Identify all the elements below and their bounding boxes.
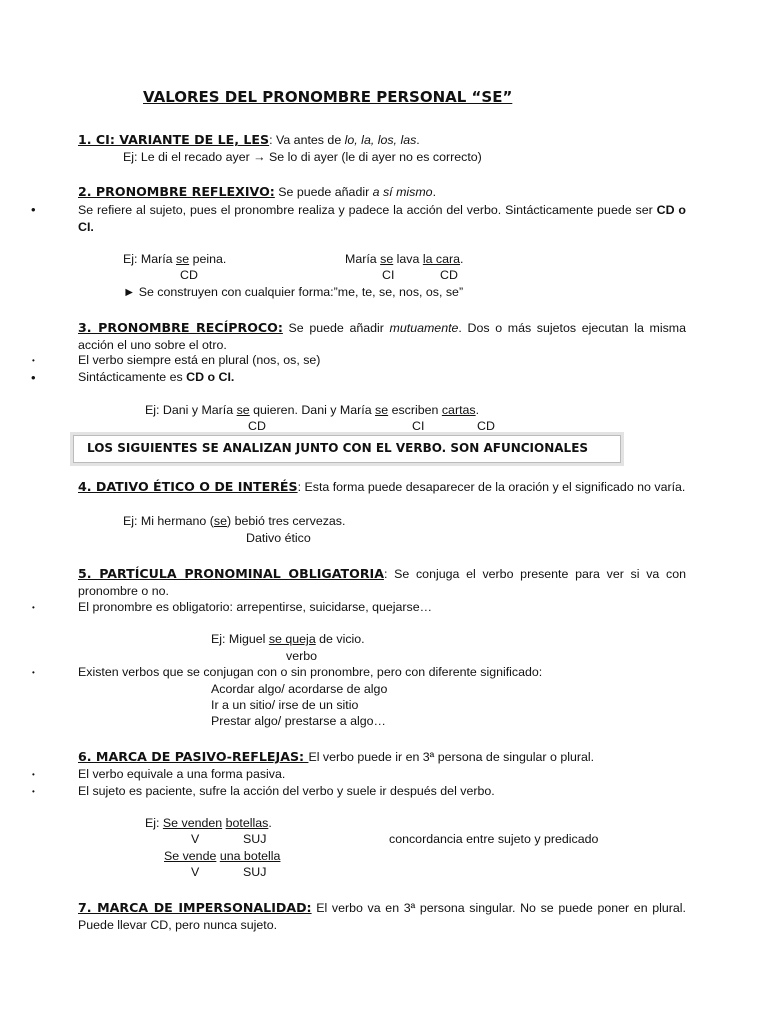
section-7-heading: 7. MARCA DE IMPERSONALIDAD: <box>78 900 312 915</box>
list-item: Prestar algo/ prestarse a algo… <box>211 714 386 728</box>
section-5-paragraph: 5. PARTÍCULA PRONOMINAL OBLIGATORIA: Se conjuga el verbo presente para ver si va con pronombre o no. <box>78 566 687 598</box>
section-6-paragraph: 6. MARCA DE PASIVO-REFLEJAS: El verbo puede ir en 3ª persona de singular o plural. <box>78 749 595 764</box>
label-v: V <box>191 832 200 846</box>
bullet-icon: • <box>32 787 35 796</box>
section-1-example: Ej: Le di el recado ayer → Se lo di ayer (le di ayer no es correcto) <box>123 150 482 164</box>
section-2-bullet <box>78 202 686 235</box>
label-verbo: verbo <box>286 649 317 663</box>
section-4-example: Ej: Mi hermano (se) bebió tres cervezas. <box>123 514 346 528</box>
bullet-icon: • <box>31 370 36 385</box>
section-1-end: . <box>416 133 420 147</box>
section-7-paragraph: 7. MARCA DE IMPERSONALIDAD: El verbo va en 3ª persona singular. No se puede poner en plural. Puede llevar CD, pero nunca sujeto. <box>78 900 686 932</box>
section-2-example-1: Ej: María se peina. <box>123 252 227 266</box>
label-suj: SUJ <box>243 865 267 879</box>
section-3-example: Ej: Dani y María se quieren. Dani y María se escriben cartas. <box>145 403 480 417</box>
section-6-bullet-1: El verbo equivale a una forma pasiva. <box>78 767 286 781</box>
section-2-end: . <box>432 185 437 199</box>
list-item: Ir a un sitio/ irse de un sitio <box>211 698 359 712</box>
section-2-heading: 2. PRONOMBRE REFLEXIVO: <box>78 184 275 199</box>
label-ci: CI <box>382 268 395 282</box>
afuncionales-text: LOS SIGUIENTES SE ANALIZAN JUNTO CON EL VERBO. SON AFUNCIONALES <box>87 441 589 455</box>
section-5-heading: 5. PARTÍCULA PRONOMINAL OBLIGATORIA <box>78 566 384 581</box>
section-2-text: Se puede añadir <box>274 185 373 199</box>
section-1-heading: 1. CI: VARIANTE DE LE, LES <box>78 132 270 147</box>
label-cd: CD <box>477 419 495 433</box>
bullet-icon: • <box>32 668 35 677</box>
section-3-bullet-1: El verbo siempre está en plural (nos, os, se) <box>78 353 321 367</box>
section-5-bullet-1: El pronombre es obligatorio: arrepentirse, suicidarse, quejarse… <box>78 600 432 614</box>
section-6-example-1: Ej: Se venden botellas. <box>145 816 272 830</box>
list-item: Acordar algo/ acordarse de algo <box>211 682 388 696</box>
section-6-bullet-2: El sujeto es paciente, sufre la acción del verbo y suele ir después del verbo. <box>78 784 495 798</box>
bullet-icon: • <box>32 603 35 612</box>
section-1-paragraph <box>78 132 686 149</box>
label-cd: CD <box>440 268 458 282</box>
label-cd: CD <box>180 268 198 282</box>
label-ci: CI <box>412 419 425 433</box>
section-2-bullet-text: Se refiere al sujeto, pues el pronombre realiza y padece la acción del verbo. Sintácticamente puede ser <box>78 203 657 217</box>
section-2-paragraph <box>78 184 686 201</box>
section-2-bullet-bold: CD o CI. <box>78 203 686 234</box>
section-6-heading: 6. MARCA DE PASIVO-REFLEJAS: <box>78 749 309 764</box>
label-suj: SUJ <box>243 832 267 846</box>
afuncionales-box <box>73 435 621 463</box>
section-5-bullet-2: Existen verbos que se conjugan con o sin pronombre, pero con diferente significado: <box>78 665 543 679</box>
section-2-italic: a sí mismo <box>372 185 433 199</box>
section-3-bullet-2: Sintácticamente es CD o CI. <box>78 370 235 384</box>
label-v: V <box>191 865 200 879</box>
bullet-icon: • <box>32 770 35 779</box>
label-cd: CD <box>248 419 266 433</box>
section-6-note: concordancia entre sujeto y predicado <box>389 832 599 846</box>
section-5-example: Ej: Miguel se queja de vicio. <box>211 632 365 646</box>
bullet-icon: • <box>32 356 35 365</box>
section-1-text: : Va antes de <box>269 133 345 147</box>
page-title: VALORES DEL PRONOMBRE PERSONAL “SE” <box>143 88 513 106</box>
section-1-italic: lo, la, los, las <box>344 133 417 147</box>
section-3-paragraph: 3. PRONOMBRE RECÍPROCO: Se puede añadir mutuamente. Dos o más sujetos ejecutan la misma acción el uno sobre el otro. <box>78 320 686 352</box>
section-4-paragraph: 4. DATIVO ÉTICO O DE INTERÉS: Esta forma puede desaparecer de la oración y el significado no varía. <box>78 479 686 494</box>
section-6-example-2: Se vende una botella <box>164 849 281 863</box>
bullet-icon: • <box>31 202 36 217</box>
section-2-note: ► Se construyen con cualquier forma:”me, te, se, nos, os, se” <box>123 285 464 299</box>
label-dativo: Dativo ético <box>246 531 311 545</box>
section-4-heading: 4. DATIVO ÉTICO O DE INTERÉS <box>78 479 298 494</box>
section-3-heading: 3. PRONOMBRE RECÍPROCO: <box>78 320 283 335</box>
section-2-example-2: María se lava la cara. <box>345 252 464 266</box>
